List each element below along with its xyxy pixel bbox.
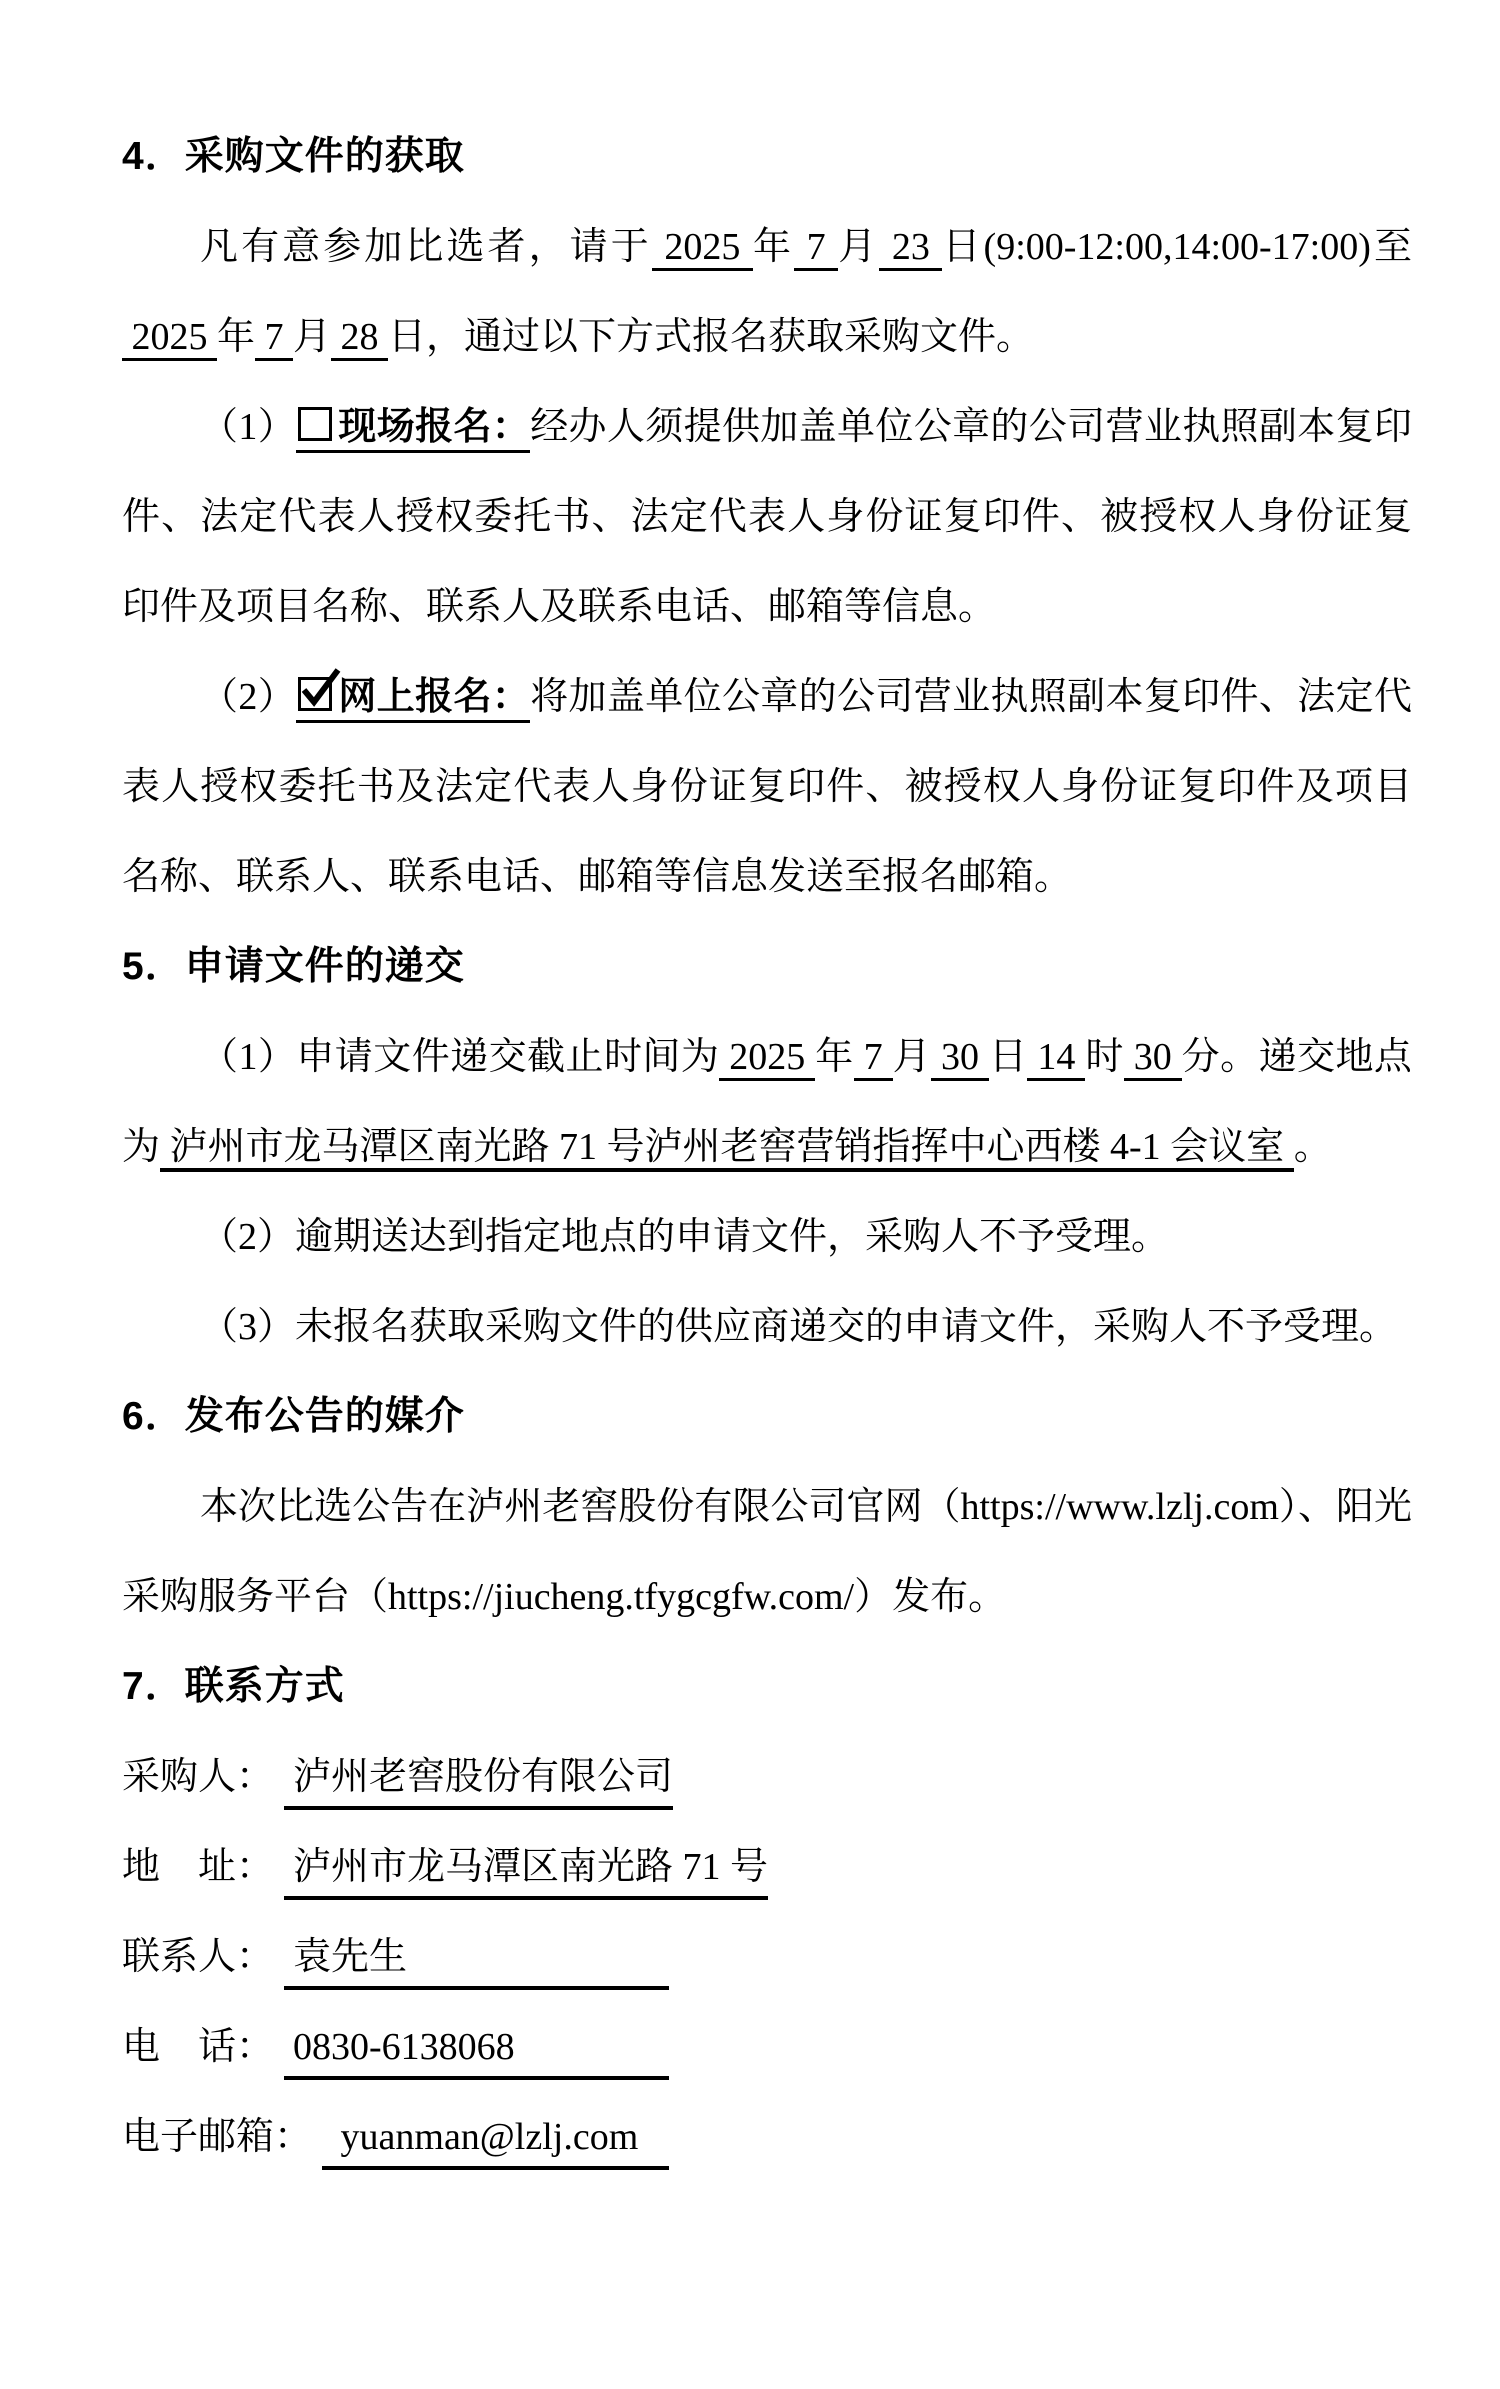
blank-year-end: 2025 <box>122 316 217 361</box>
text-segment: （1）申请文件递交截止时间为 <box>200 1036 720 1078</box>
onsite-signup-underlined <box>296 406 530 453</box>
paragraph-unregistered-supplier: （3）未报名获取采购文件的供应商递交的申请文件，采购人不予受理。 <box>200 1306 1398 1348</box>
blank-deadline-hour: 14 <box>1027 1036 1085 1081</box>
blank-month-end: 7 <box>255 316 293 361</box>
contact-row-address <box>122 1822 1412 1912</box>
contact-row-email <box>122 2092 1412 2182</box>
blank-month-start: 7 <box>794 226 838 271</box>
text-segment: 日 <box>988 1036 1028 1078</box>
text-segment: 。 <box>1293 1126 1332 1168</box>
section-5-heading: 5．申请文件的递交 <box>122 945 465 988</box>
section-6-heading: 6．发布公告的媒介 <box>122 1395 465 1438</box>
text-segment: 月 <box>892 1036 932 1078</box>
blank-deadline-month: 7 <box>854 1036 893 1081</box>
contact-person-label: 联系人： <box>122 1936 284 1978</box>
item-number: （1） <box>200 406 297 448</box>
contact-person-value: 袁先生 <box>284 1928 669 1990</box>
blank-deadline-minute: 30 <box>1124 1036 1182 1081</box>
address-label: 地 址： <box>122 1846 284 1888</box>
paragraph-onsite-signup <box>122 382 1412 652</box>
paragraph-obtain-docs-time <box>122 202 1412 382</box>
paragraph-announcement-media: 本次比选公告在泸州老窖股份有限公司官网（https://www.lzlj.com）、阳光采购服务平台（https://jiucheng.tfygcgfw.com/）发布。 <box>122 1486 1412 1618</box>
blank-year-start: 2025 <box>652 226 753 271</box>
item-number: （2） <box>200 676 297 718</box>
phone-value: 0830-6138068 <box>284 2018 669 2080</box>
text-segment: 日(9:00-12:00,14:00-17:00)至 <box>942 226 1412 268</box>
address-value: 泸州市龙马潭区南光路 71 号 <box>284 1838 769 1900</box>
text-segment: 年 <box>217 316 256 358</box>
phone-label: 电 话： <box>122 2026 284 2068</box>
contact-row-purchaser <box>122 1732 1412 1822</box>
blank-day-end: 28 <box>331 316 388 361</box>
text-segment: 经办人须提供加盖单位公章的公司营业执照副本复印件、法定代表人授权委托书、法定代表人身份证复印件、被授权人身份证复印件及项目名称、联系人及联系电话、邮箱等信息。 <box>122 406 1412 628</box>
text-segment: 年 <box>815 1036 854 1078</box>
section-7-heading: 7．联系方式 <box>122 1665 345 1708</box>
online-signup-label: 网上报名： <box>338 676 531 718</box>
blank-day-start: 23 <box>879 226 942 271</box>
text-segment: 月 <box>293 316 332 358</box>
text-segment: 将加盖单位公章的公司营业执照副本复印件、法定代表人授权委托书及法定代表人身份证复印件、被授权人身份证复印件及项目名称、联系人、联系电话、邮箱等信息发送至报名邮箱。 <box>122 676 1412 898</box>
purchaser-label: 采购人： <box>122 1756 284 1798</box>
online-signup-underlined <box>296 676 530 723</box>
purchaser-value: 泸州老窖股份有限公司 <box>284 1748 674 1810</box>
blank-submission-place: 泸州市龙马潭区南光路 71 号泸州老窖营销指挥中心西楼 4-1 会议室 <box>160 1126 1294 1172</box>
blank-deadline-day: 30 <box>931 1036 989 1081</box>
paragraph-submission-deadline <box>122 1012 1412 1192</box>
blank-deadline-year: 2025 <box>719 1036 815 1081</box>
text-segment: 分。递交地点为 <box>122 1036 1412 1168</box>
email-value: yuanman@lzlj.com <box>322 2108 669 2170</box>
paragraph-online-signup <box>122 652 1412 922</box>
onsite-signup-label: 现场报名： <box>338 406 531 448</box>
text-segment: 凡有意参加比选者，请于 <box>200 226 652 268</box>
section-4-heading: 4．采购文件的获取 <box>122 135 465 178</box>
text-segment: 年 <box>753 226 795 268</box>
checked-checkbox-icon <box>298 677 332 711</box>
text-segment: 月 <box>838 226 880 268</box>
text-segment: 时 <box>1085 1036 1124 1078</box>
contact-row-phone <box>122 2002 1412 2092</box>
text-segment: 日，通过以下方式报名获取采购文件。 <box>388 316 1035 358</box>
contact-row-contact-person <box>122 1912 1412 2002</box>
unchecked-checkbox-icon <box>298 407 332 441</box>
email-label: 电子邮箱： <box>122 2116 322 2158</box>
paragraph-late-delivery: （2）逾期送达到指定地点的申请文件，采购人不予受理。 <box>200 1216 1170 1258</box>
